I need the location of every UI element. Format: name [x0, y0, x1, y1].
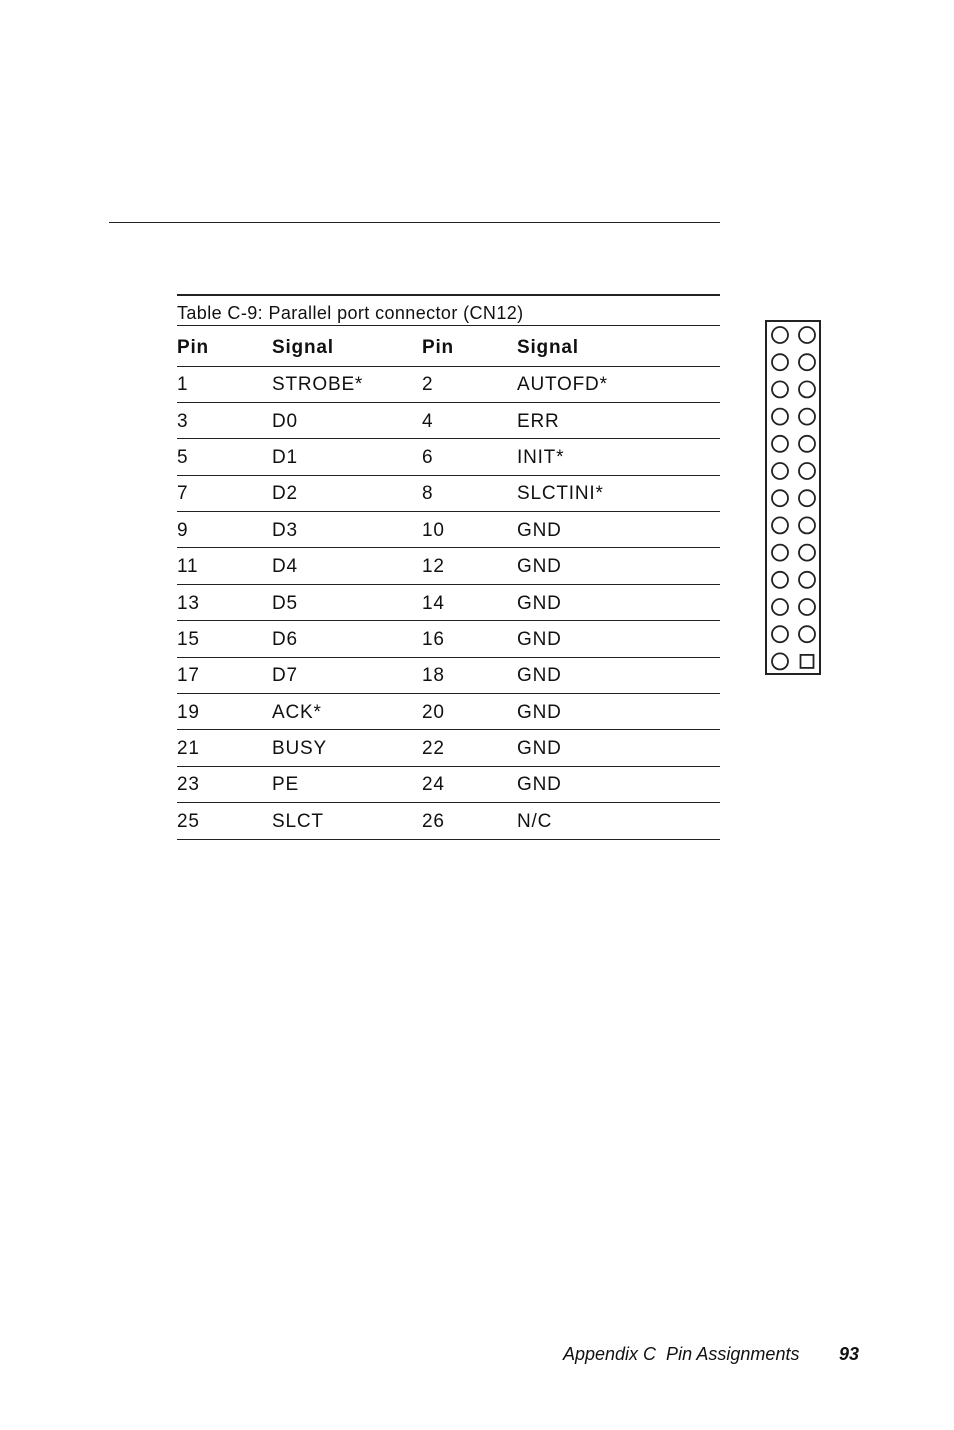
connector-pin: [799, 327, 815, 343]
table-body: [177, 366, 720, 839]
connector-pin: [772, 545, 788, 561]
pin-table: [177, 326, 720, 840]
cell-signal: INIT*: [517, 439, 720, 475]
connector-pin-square: [801, 655, 814, 668]
table-row: [177, 766, 720, 802]
cell-signal: N/C: [517, 803, 720, 839]
cell-signal: GND: [517, 766, 720, 802]
table-row: [177, 548, 720, 584]
table-row: [177, 621, 720, 657]
cell-pin: 24: [422, 766, 517, 802]
cell-pin: 2: [422, 366, 517, 402]
connector-pin: [772, 409, 788, 425]
cell-pin: 3: [177, 402, 272, 438]
connector-pin: [772, 517, 788, 533]
table-row: [177, 803, 720, 839]
cell-signal: ERR: [517, 402, 720, 438]
header-signal-1: Signal: [272, 326, 422, 366]
connector-pin: [799, 409, 815, 425]
cell-pin: 9: [177, 512, 272, 548]
header-signal-2: Signal: [517, 326, 720, 366]
connector-pin: [799, 463, 815, 479]
connector-pin: [799, 572, 815, 588]
cell-pin: 17: [177, 657, 272, 693]
connector-pin: [772, 572, 788, 588]
cell-pin: 10: [422, 512, 517, 548]
cell-signal: AUTOFD*: [517, 366, 720, 402]
connector-pins: [767, 322, 819, 673]
table-row: [177, 584, 720, 620]
table-row: [177, 366, 720, 402]
cell-signal: D6: [272, 621, 422, 657]
cell-signal: D2: [272, 475, 422, 511]
cell-pin: 14: [422, 584, 517, 620]
connector-pin: [799, 599, 815, 615]
cell-signal: GND: [517, 548, 720, 584]
cell-pin: 13: [177, 584, 272, 620]
connector-pin: [799, 490, 815, 506]
cell-signal: STROBE*: [272, 366, 422, 402]
table-row: [177, 402, 720, 438]
cell-pin: 15: [177, 621, 272, 657]
cell-signal: D5: [272, 584, 422, 620]
cell-signal: D0: [272, 402, 422, 438]
table-row: [177, 475, 720, 511]
table-row: [177, 730, 720, 766]
cell-signal: SLCT: [272, 803, 422, 839]
cell-pin: 7: [177, 475, 272, 511]
table-row: [177, 694, 720, 730]
connector-pin: [799, 381, 815, 397]
cell-signal: ACK*: [272, 694, 422, 730]
page-number: 93: [839, 1344, 860, 1364]
cell-pin: 1: [177, 366, 272, 402]
connector-pin: [772, 436, 788, 452]
cell-signal: D1: [272, 439, 422, 475]
cell-pin: 19: [177, 694, 272, 730]
pin-table-block: [177, 294, 720, 840]
table-row: [177, 439, 720, 475]
cell-pin: 22: [422, 730, 517, 766]
connector-pin: [799, 354, 815, 370]
cell-pin: 5: [177, 439, 272, 475]
cell-signal: D4: [272, 548, 422, 584]
cell-pin: 20: [422, 694, 517, 730]
cell-pin: 16: [422, 621, 517, 657]
connector-pin: [772, 490, 788, 506]
cell-pin: 23: [177, 766, 272, 802]
header-pin-2: Pin: [422, 326, 517, 366]
header-pin-1: Pin: [177, 326, 272, 366]
cell-signal: D7: [272, 657, 422, 693]
cell-signal: GND: [517, 657, 720, 693]
cell-pin: 26: [422, 803, 517, 839]
cell-pin: 8: [422, 475, 517, 511]
top-rule: [109, 222, 720, 223]
table-caption: Table C-9: Parallel port connector (CN12): [177, 294, 720, 326]
cell-pin: 11: [177, 548, 272, 584]
cell-signal: GND: [517, 621, 720, 657]
cell-signal: GND: [517, 694, 720, 730]
connector-pin: [799, 626, 815, 642]
cell-signal: PE: [272, 766, 422, 802]
connector-diagram: [765, 320, 821, 675]
cell-signal: SLCTINI*: [517, 475, 720, 511]
connector-pin: [799, 545, 815, 561]
cell-pin: 21: [177, 730, 272, 766]
connector-pin: [772, 327, 788, 343]
connector-pin: [772, 354, 788, 370]
cell-pin: 25: [177, 803, 272, 839]
connector-pin: [772, 463, 788, 479]
connector-pin: [772, 653, 788, 669]
table-row: [177, 657, 720, 693]
table-header-row: [177, 326, 720, 366]
cell-signal: GND: [517, 584, 720, 620]
cell-pin: 18: [422, 657, 517, 693]
cell-signal: BUSY: [272, 730, 422, 766]
cell-signal: GND: [517, 730, 720, 766]
cell-pin: 4: [422, 402, 517, 438]
connector-pin: [799, 436, 815, 452]
connector-pin: [799, 517, 815, 533]
table-row: [177, 512, 720, 548]
connector-pin: [772, 626, 788, 642]
footer-title: Appendix C Pin Assignments: [563, 1344, 800, 1364]
connector-pin: [772, 381, 788, 397]
cell-pin: 12: [422, 548, 517, 584]
connector-pin: [772, 599, 788, 615]
cell-signal: D3: [272, 512, 422, 548]
cell-signal: GND: [517, 512, 720, 548]
cell-pin: 6: [422, 439, 517, 475]
